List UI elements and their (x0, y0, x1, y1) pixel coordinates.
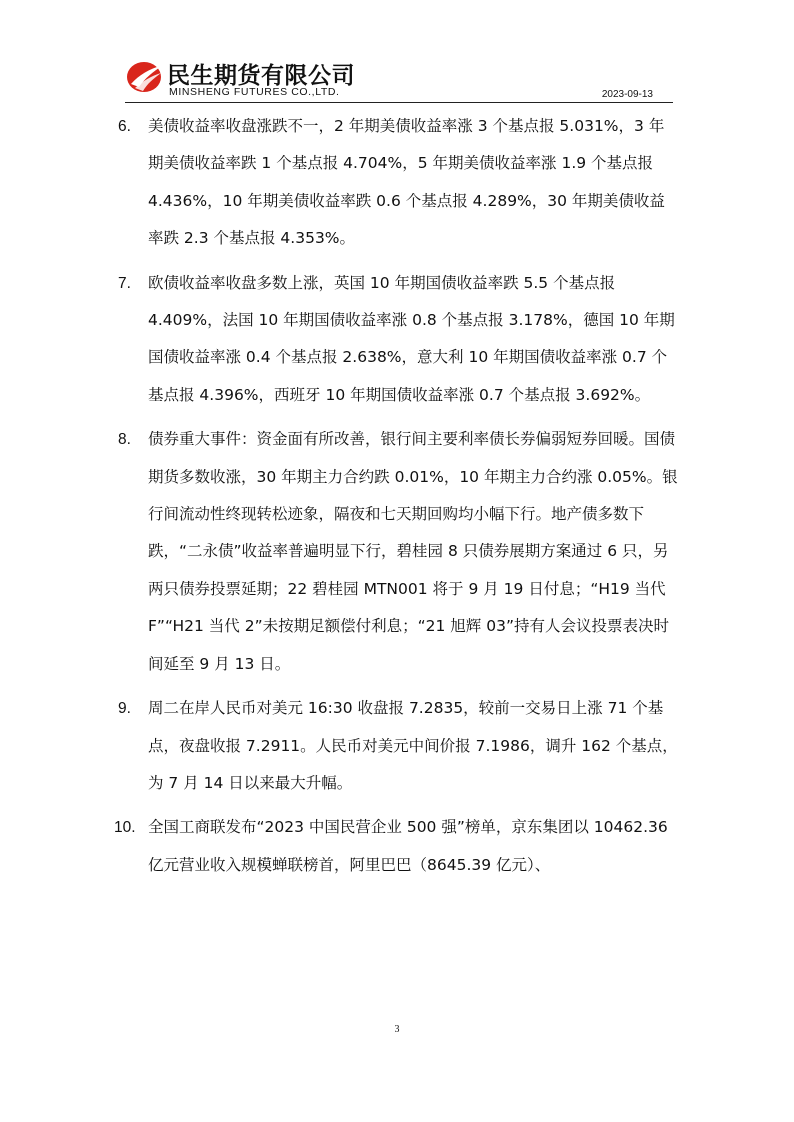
item-text: 债券重大事件：资金面有所改善，银行间主要利率债长券偏弱短券回暖。国债期货多数收涨，30 年期主力合约跌 0.01%，10 年期主力合约涨 0.05%。银行间流动性终现转松迹象，隔夜和七天期回购均小幅下行。地产债多数下跌，“二永债”收益率普遍明显下行，碧桂园 8 只债券展期方案通过 6 只，另两只债券投票延期；22 碧桂园 MTN001 将于 9 月 19 日付息；“H19 当代 F”“H21 当代 2”未按期足额偿付利息；“21 旭辉 03”持有人会议投票表决时间延至 9 月 13 日。 (148, 430, 678, 673)
header-divider (125, 102, 673, 103)
report-date: 2023-09-13 (601, 89, 653, 100)
minsheng-logo-icon (125, 57, 165, 95)
item-number: 9. (118, 700, 131, 718)
item-number: 8. (118, 431, 131, 449)
item-number: 10. (114, 819, 136, 837)
list-item (118, 265, 678, 415)
list-item (118, 108, 678, 258)
item-text: 周二在岸人民币对美元 16:30 收盘报 7.2835，较前一交易日上涨 71 个基点，夜盘收报 7.2911。人民币对美元中间价报 7.1986，调升 162 个基点，为 7 月 14 日以来最大升幅。 (148, 699, 678, 792)
list-item (118, 690, 678, 802)
list-item (118, 421, 678, 683)
item-number: 7. (118, 274, 131, 292)
page-number: 3 (394, 1024, 400, 1035)
item-text: 欧债收益率收盘多数上涨，英国 10 年期国债收益率跌 5.5 个基点报 4.409%，法国 10 年期国债收益率涨 0.8 个基点报 3.178%，德国 10 年期国债收益率涨 0.4 个基点报 2.638%，意大利 10 年期国债收益率涨 0.7 个基点报 4.396%，西班牙 10 年期国债收益率涨 0.7 个基点报 3.692%。 (148, 273, 675, 404)
item-text: 美债收益率收盘涨跌不一，2 年期美债收益率涨 3 个基点报 5.031%，3 年期美债收益率跌 1 个基点报 4.704%，5 年期美债收益率涨 1.9 个基点报 4.436%，10 年期美债收益率跌 0.6 个基点报 4.289%，30 年期美债收益率跌 2.3 个基点报 4.353%。 (148, 117, 665, 248)
item-text: 全国工商联发布“2023 中国民营企业 500 强”榜单，京东集团以 10462.36 亿元营业收入规模蝉联榜首，阿里巴巴（8645.39 亿元）、 (148, 818, 668, 874)
page-header (125, 55, 673, 103)
list-item (114, 809, 678, 884)
item-number: 6. (118, 118, 131, 135)
company-name-cn: 民生期货有限公司 (167, 63, 355, 89)
company-name-en: MINSHENG FUTURES CO.,LTD. (169, 86, 340, 98)
report-body (114, 108, 678, 891)
